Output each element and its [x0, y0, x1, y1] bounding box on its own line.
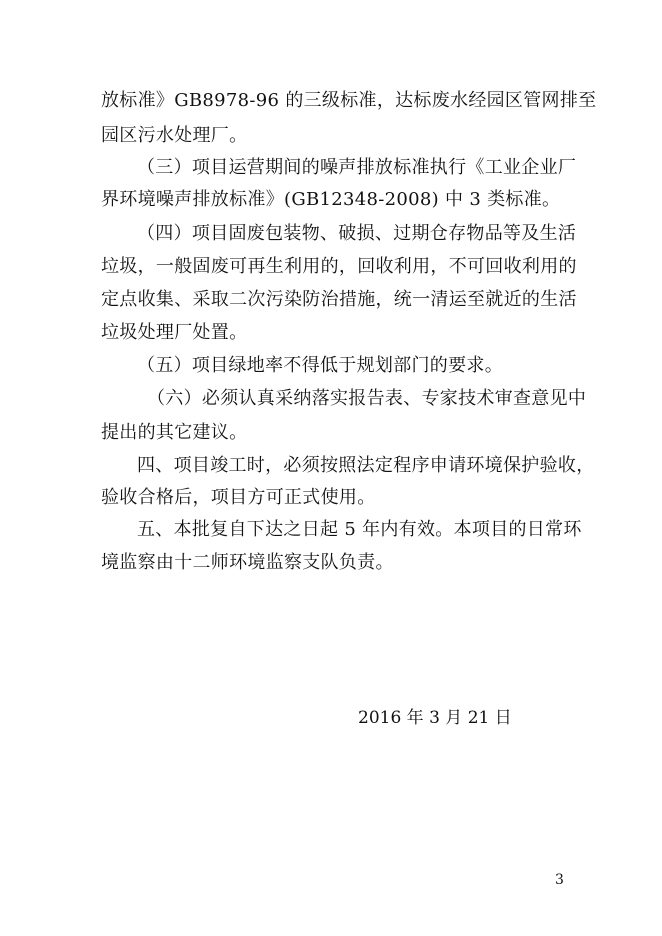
page-number: 3 [555, 872, 564, 888]
paragraph-line: （三）项目运营期间的噪声排放标准执行《工业企业厂 [137, 157, 577, 178]
document-date: 2016 年 3 月 21 日 [358, 708, 512, 728]
paragraph-line: 定点收集、采取二次污染防治措施，统一清运至就近的生活 [101, 289, 577, 310]
paragraph-line: （四）项目固废包装物、破损、过期仓存物品等及生活 [137, 223, 577, 244]
paragraph-line: 界环境噪声排放标准》(GB12348-2008) 中 3 类标准。 [101, 189, 561, 210]
paragraph-line: 境监察由十二师环境监察支队负责。 [101, 552, 394, 573]
paragraph-line: （五）项目绿地率不得低于规划部门的要求。 [137, 355, 503, 376]
paragraph-line: 提出的其它建议。 [101, 422, 248, 443]
paragraph-line: 园区污水处理厂。 [101, 125, 248, 146]
paragraph-line: （六）必须认真采纳落实报告表、专家技术审查意见中 [147, 388, 587, 409]
paragraph-line: 垃圾处理厂处置。 [101, 322, 248, 343]
paragraph-line: 验收合格后，项目方可正式使用。 [101, 487, 376, 508]
paragraph-line: 放标准》GB8978-96 的三级标准，达标废水经园区管网排至 [101, 90, 597, 111]
paragraph-line: 四、项目竣工时，必须按照法定程序申请环境保护验收， [137, 455, 595, 476]
paragraph-line: 五、本批复自下达之日起 5 年内有效。本项目的日常环 [137, 519, 582, 540]
paragraph-line: 垃圾，一般固废可再生利用的，回收利用，不可回收利用的 [101, 256, 577, 277]
